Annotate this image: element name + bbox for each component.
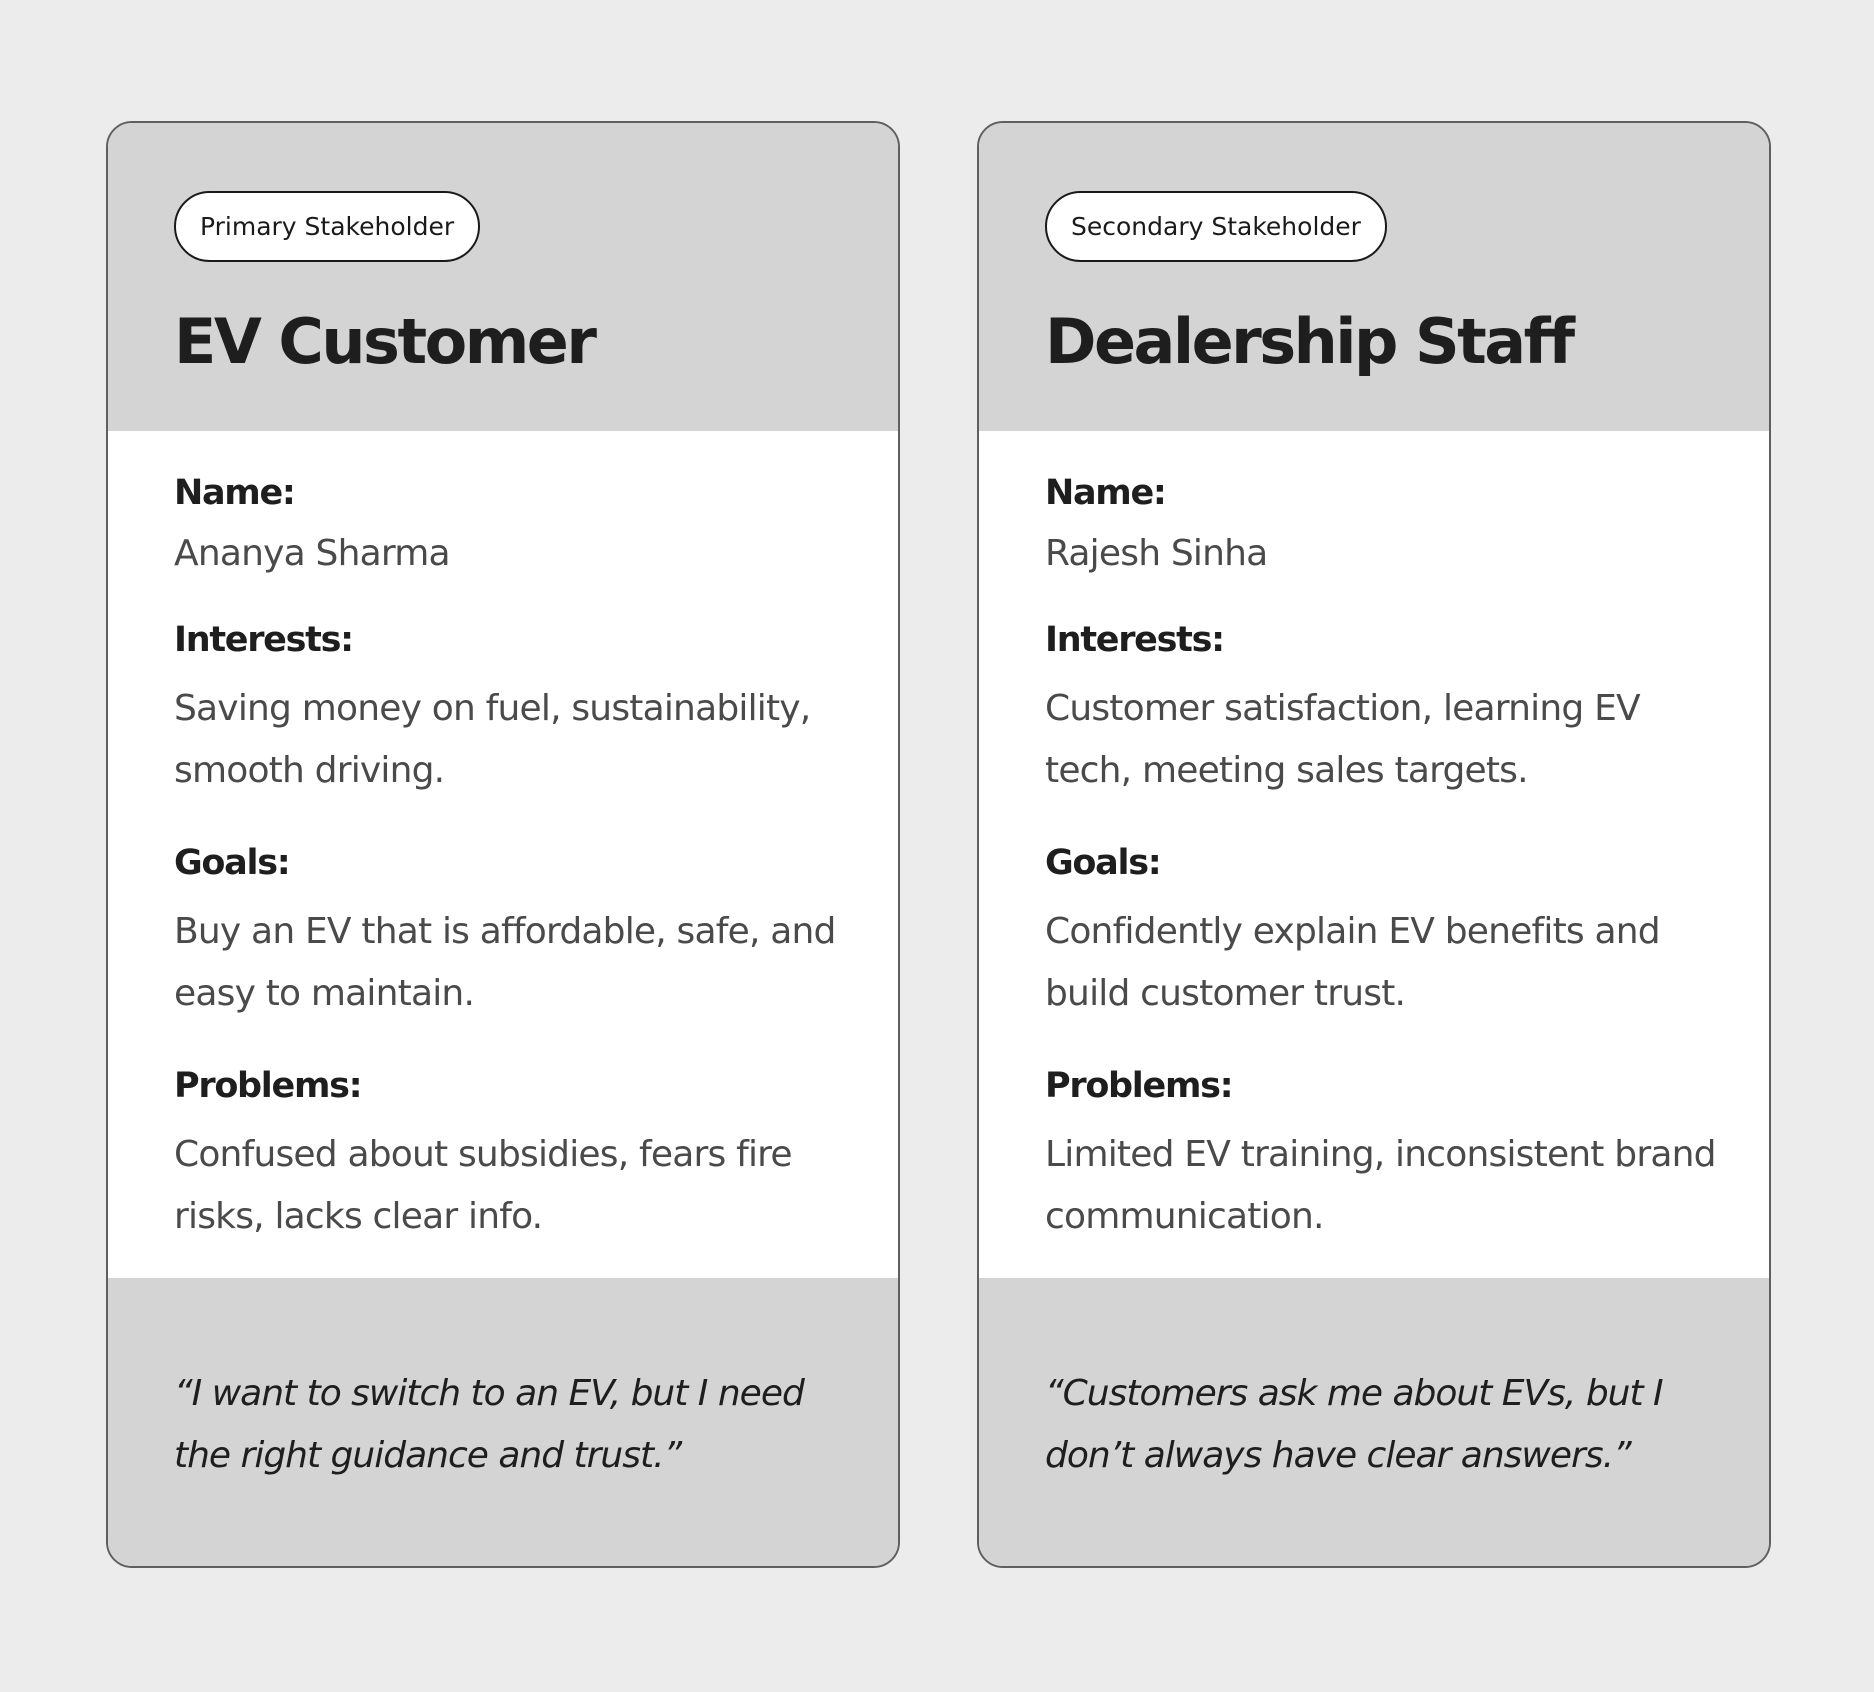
persona-title: Dealership Staff — [1045, 305, 1573, 378]
interests-field — [1045, 618, 1729, 802]
interests-field — [174, 618, 858, 802]
card-body — [979, 431, 1769, 1278]
card-footer — [108, 1278, 898, 1566]
goals-value: Buy an EV that is affordable, safe, and easy to maintain. — [174, 911, 836, 1014]
card-body — [108, 431, 898, 1278]
problems-value: Confused about subsidies, fears fire risks, lacks clear info. — [174, 1134, 792, 1237]
problems-field — [1045, 1064, 1729, 1248]
persona-quote: “Customers ask me about EVs, but I don’t always have clear answers.” — [1045, 1373, 1663, 1476]
problems-label: Problems: — [1045, 1066, 1233, 1106]
name-value: Rajesh Sinha — [1045, 533, 1268, 574]
interests-value: Customer satisfaction, learning EV tech, meeting sales targets. — [1045, 688, 1640, 791]
goals-field — [174, 841, 858, 1025]
persona-quote: “I want to switch to an EV, but I need the right guidance and trust.” — [174, 1373, 804, 1476]
name-field — [174, 471, 858, 579]
card-footer — [979, 1278, 1769, 1566]
name-value: Ananya Sharma — [174, 533, 450, 574]
persona-title: EV Customer — [174, 305, 595, 378]
persona-card-ev-customer — [106, 121, 900, 1568]
stakeholder-badge: Secondary Stakeholder — [1045, 191, 1387, 262]
problems-value: Limited EV training, inconsistent brand communication. — [1045, 1134, 1716, 1237]
interests-label: Interests: — [174, 620, 353, 660]
interests-value: Saving money on fuel, sustainability, smooth driving. — [174, 688, 811, 791]
card-header — [108, 123, 898, 431]
stakeholder-badge: Primary Stakeholder — [174, 191, 480, 262]
problems-field — [174, 1064, 858, 1248]
goals-value: Confidently explain EV benefits and build customer trust. — [1045, 911, 1660, 1014]
name-label: Name: — [1045, 473, 1166, 513]
name-field — [1045, 471, 1729, 579]
problems-label: Problems: — [174, 1066, 362, 1106]
goals-label: Goals: — [1045, 843, 1161, 883]
goals-field — [1045, 841, 1729, 1025]
goals-label: Goals: — [174, 843, 290, 883]
interests-label: Interests: — [1045, 620, 1224, 660]
card-header — [979, 123, 1769, 431]
name-label: Name: — [174, 473, 295, 513]
persona-card-dealership-staff — [977, 121, 1771, 1568]
